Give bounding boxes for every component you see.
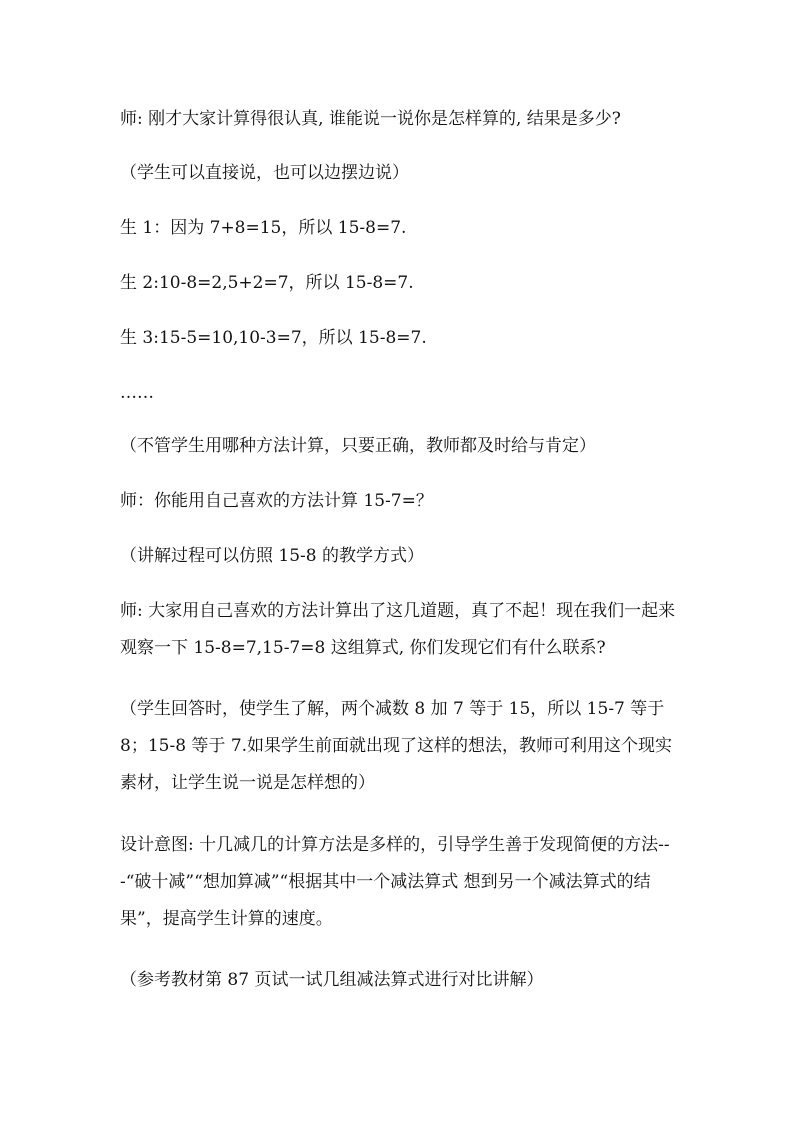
- paragraph-affirm-note: （不管学生用哪种方法计算，只要正确，教师都及时给与肯定）: [120, 436, 596, 456]
- paragraph-student-3: 生 3:15-5=10,10-3=7，所以 15-8=7.: [120, 328, 427, 348]
- paragraph-method-note: （讲解过程可以仿照 15-8 的教学方式）: [120, 546, 424, 566]
- paragraph-design-intent: 设计意图: 十几减几的计算方法是多样的，引导学生善于发现简便的方法---“破十减”“想加算减”“根据其中一个减法算式 想到另一个减法算式的结果”，提高学生计算的速度。: [120, 835, 670, 929]
- paragraph-teacher-question: 师: 刚才大家计算得很认真, 谁能说一说你是怎样算的, 结果是多少?: [120, 109, 621, 129]
- paragraph-reference-note: （参考教材第 87 页试一试几组减法算式进行对比讲解）: [120, 970, 544, 990]
- paragraph-student-2: 生 2:10-8=2,5+2=7，所以 15-8=7.: [120, 273, 414, 293]
- paragraph-student-1: 生 1：因为 7+8=15，所以 15-8=7.: [120, 218, 407, 238]
- paragraph-student-answer-note: （学生回答时，使学生了解，两个减数 8 加 7 等于 15，所以 15-7 等于 8；15-8 等于 7.如果学生前面就出现了这样的想法，教师可利用这个现实素材，让学生说一说是怎样想的）: [120, 699, 673, 793]
- paragraph-teacher-15-7: 师：你能用自己喜欢的方法计算 15-7=？: [120, 491, 433, 511]
- paragraph-student-note: （学生可以直接说，也可以边摆边说）: [120, 163, 409, 183]
- paragraph-teacher-observe: 师: 大家用自己喜欢的方法计算出了这几道题，真了不起！现在我们一起来观察一下 15-8=7,15-7=8 这组算式, 你们发现它们有什么联系?: [120, 601, 676, 658]
- paragraph-ellipsis: ……: [120, 383, 154, 403]
